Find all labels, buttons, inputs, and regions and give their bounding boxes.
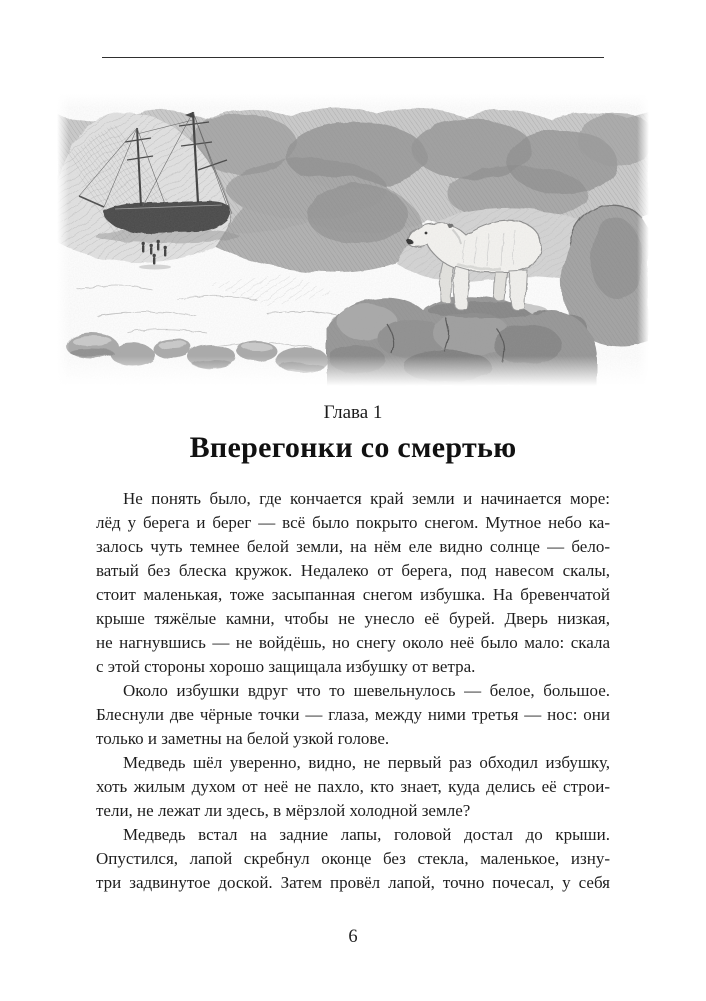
body-text (96, 487, 610, 895)
chapter-title: Вперегонки со смертью (189, 431, 517, 464)
text-line: Около избушки вдруг что то шевельнулось — белое, большое. (123, 681, 610, 700)
paragraph (96, 679, 610, 751)
paragraph (96, 751, 610, 823)
text-line: ватый без блеска кружок. Недалеко от берега, под навесом скалы, (96, 561, 610, 580)
text-line: Медведь шёл уверенно, видно, не первый раз обходил избушку, (123, 753, 610, 772)
paragraph (96, 823, 610, 895)
text-line: только и заметны на белой узкой голове. (96, 729, 390, 748)
text-line: хоть жилым духом от неё не пахло, кто знает, куда делись её строи- (96, 777, 610, 796)
text-line: Блеснули две чёрные точки — глаза, между ними третья — нос: они (96, 705, 610, 724)
chapter-label: Глава 1 (323, 402, 383, 423)
text-line: не нагнувшись — не войдёшь, но снегу около неё было мало: скала (96, 633, 610, 652)
text-line: залось чуть темнее белой земли, на нём еле видно солнце — бело- (96, 537, 610, 556)
text-line: крыше тяжёлые камни, чтобы не унесло её бурей. Дверь низкая, (96, 609, 610, 628)
text-line: Опустился, лапой скребнул оконце без стекла, маленькое, изну- (96, 849, 610, 868)
header-rule (102, 57, 604, 58)
text-line: с этой стороны хорошо защищала избушку от ветра. (96, 657, 476, 676)
text-line: стоит маленькая, тоже засыпанная снегом избушка. На бревенчатой (96, 585, 610, 604)
text-line: лёд у берега и берег — всё было покрыто снегом. Мутное небо ка- (96, 513, 610, 532)
text-line: тели, не лежат ли здесь, в мёрзлой холодной земле? (96, 801, 471, 820)
text-line: три задвинутое доской. Затем провёл лапой, точно почесал, у себя (96, 873, 610, 892)
text-line: Не понять было, где кончается край земли и начинается море: (123, 489, 610, 508)
chapter-illustration (57, 94, 649, 386)
paragraph (96, 487, 610, 679)
text-line: Медведь встал на задние лапы, головой достал до крыши. (123, 825, 610, 844)
page-number: 6 (348, 927, 358, 947)
chapter-illustration-image (57, 94, 649, 386)
